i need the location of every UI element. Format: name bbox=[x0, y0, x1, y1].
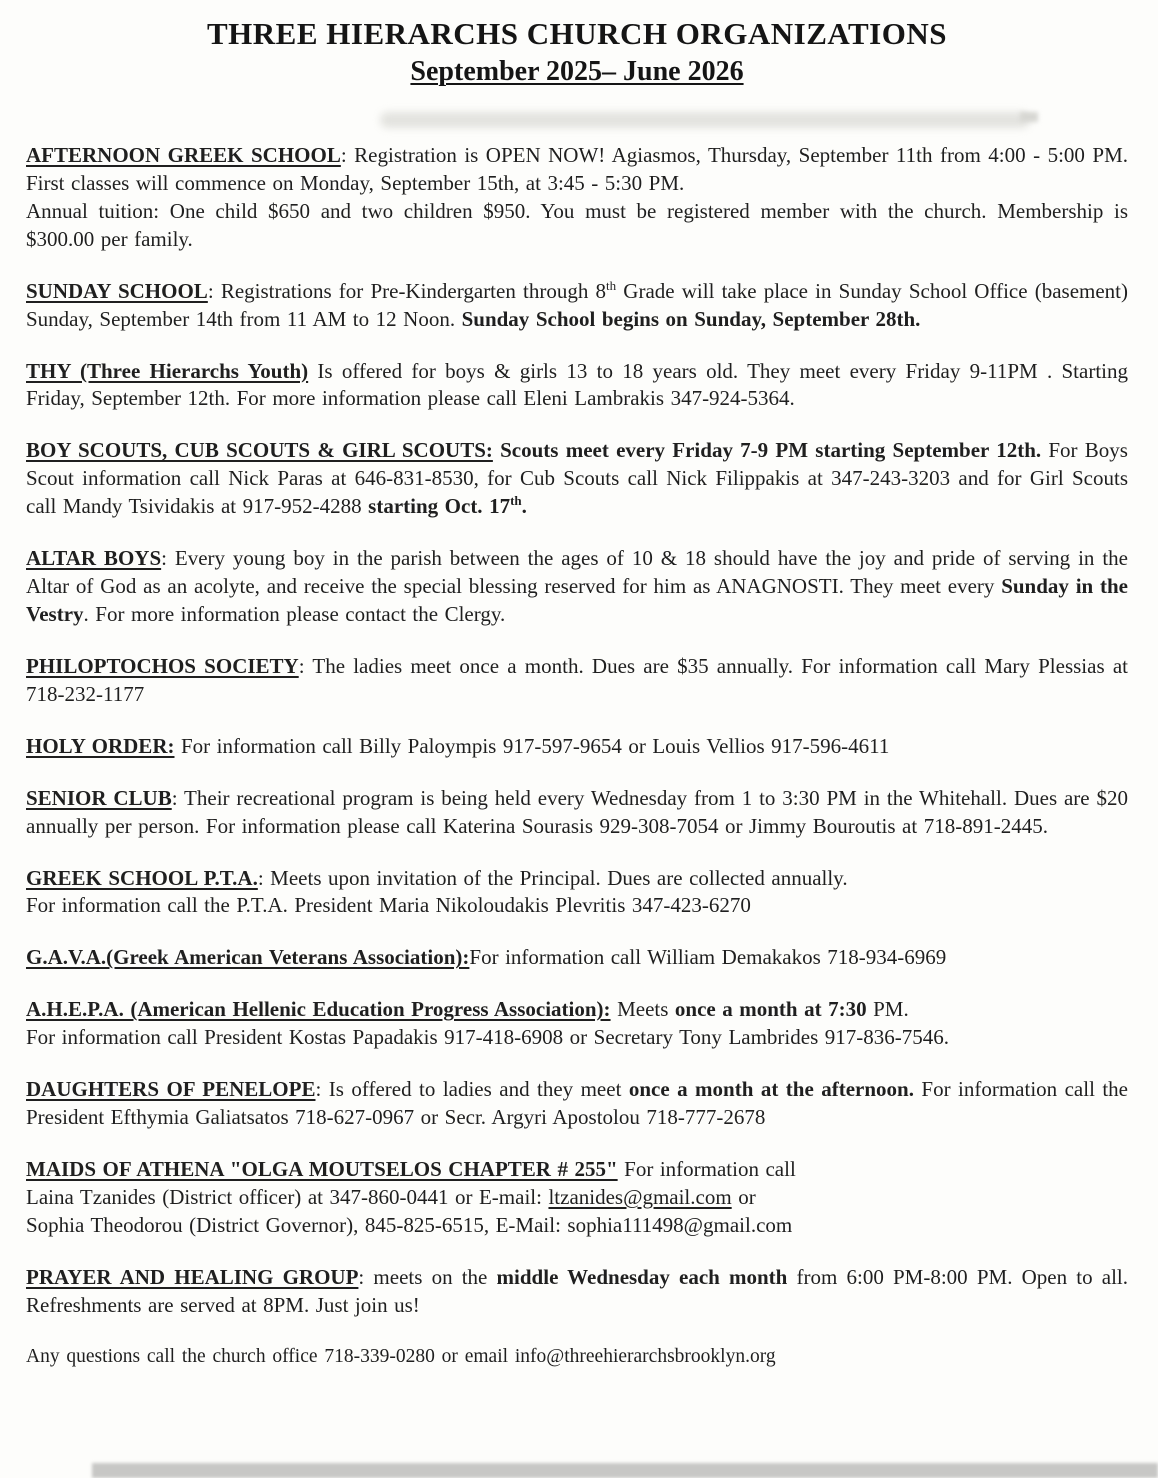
section-heading: A.H.E.P.A. (American Hellenic Education Progress Association): bbox=[26, 997, 611, 1022]
section-text: Annual tuition: One child $650 and two children $950. You must be registered member with the church. Membership is $300.00 per family. bbox=[26, 198, 1128, 251]
section-text: For information call William Demakakos 718-934-6969 bbox=[469, 945, 947, 970]
section-text: : Meets upon invitation of the Principal. Dues are collected annually. bbox=[257, 865, 848, 890]
section-heading: THY (Three Hierarchs Youth) bbox=[26, 358, 309, 383]
section-text: ltzanides@gmail.com bbox=[548, 1184, 732, 1209]
section-text: : The ladies meet once a month. Dues are $35 annually. For information call Mary Plessias at 718-232-1177 bbox=[26, 653, 1128, 706]
section-text: For information call Billy Paloympis 917-597-9654 or Louis Vellios 917-596-4611 bbox=[174, 733, 890, 758]
section-heading: SUNDAY SCHOOL bbox=[26, 278, 208, 303]
section-text: For information call bbox=[617, 1156, 796, 1181]
footer-contact-line: Any questions call the church office 718-339-0280 or email info@threehierarchsbrooklyn.org bbox=[26, 1345, 776, 1367]
section-text: middle Wednesday each month bbox=[496, 1264, 788, 1289]
section-maids-of-athena bbox=[26, 1156, 1128, 1240]
section-heading: PHILOPTOCHOS SOCIETY bbox=[26, 653, 299, 678]
section-heading: HOLY ORDER: bbox=[26, 733, 175, 758]
section-ahepa bbox=[26, 996, 1128, 1052]
scan-smudge-mark bbox=[1020, 112, 1038, 122]
section-text: starting Oct. 17 bbox=[368, 494, 511, 519]
section-text: : Every young boy in the parish between the ages of 10 & 18 should have the joy and pride of serving in the Altar of God as an acolyte, and receive the special blessing reserved for him as ANAGNOSTI. They meet every bbox=[26, 546, 1128, 599]
section-text: : Registrations for Pre-Kindergarten through 8 bbox=[207, 278, 606, 303]
section-thy-three-hierarchs-youth bbox=[26, 358, 1128, 414]
section-text: : meets on the bbox=[358, 1264, 497, 1289]
page-subtitle bbox=[26, 56, 1128, 88]
section-text: . For more information please contact the Clergy. bbox=[83, 601, 506, 626]
section-heading: G.A.V.A.(Greek American Veterans Association): bbox=[26, 945, 470, 970]
section-text: For information call the President Efthymia Galiatsatos 718-627-0967 or Secr. Argyri Apostolou 718-777-2678 bbox=[26, 1077, 1128, 1130]
section-heading: MAIDS OF ATHENA "OLGA MOUTSELOS CHAPTER # 255" bbox=[26, 1156, 618, 1181]
section-sunday-school bbox=[26, 278, 1128, 334]
section-gava bbox=[26, 944, 1128, 972]
section-text: once a month at the afternoon. bbox=[628, 1077, 914, 1102]
section-text: PM. bbox=[866, 997, 909, 1022]
section-heading: DAUGHTERS OF PENELOPE bbox=[26, 1077, 316, 1102]
scan-artifact-bar bbox=[92, 1463, 1158, 1478]
section-afternoon-greek-school bbox=[26, 142, 1128, 254]
section-daughters-of-penelope bbox=[26, 1076, 1128, 1132]
section-heading: ALTAR BOYS bbox=[26, 546, 162, 571]
sections-container bbox=[26, 142, 1128, 1320]
section-text: Laina Tzanides (District officer) at 347-860-0441 or E-mail: bbox=[26, 1184, 549, 1209]
section-text: Is offered for boys & girls 13 to 18 years old. They meet every Friday 9-11PM . Starting Friday, September 12th. For more information please call Eleni Lambrakis 347-924-5364. bbox=[26, 358, 1128, 411]
section-text: : Their recreational program is being held every Wednesday from 1 to 3:30 PM in the Whitehall. Dues are $20 annually per person. For information please call Katerina Sourasis 929-308-7054 or Jimmy Bouroutis at 718-891-2445. bbox=[26, 785, 1128, 838]
section-text: once a month at 7:30 bbox=[674, 997, 867, 1022]
section-text: For information call President Kostas Papadakis 917-418-6908 or Secretary Tony Lambrides 917-836-7546. bbox=[26, 1025, 949, 1050]
page-title: THREE HIERARCHS CHURCH ORGANIZATIONS bbox=[206, 16, 947, 51]
section-text: from 6:00 PM-8:00 PM. Open to all. Refreshments are served at 8PM. Just join us! bbox=[26, 1264, 1128, 1317]
section-text: Sunday in the Vestry bbox=[26, 574, 1128, 626]
section-heading: BOY SCOUTS, CUB SCOUTS & GIRL SCOUTS: bbox=[26, 438, 493, 463]
section-text: Sunday School begins on Sunday, September 28th. bbox=[461, 306, 921, 331]
section-text: Scouts meet every Friday 7-9 PM starting September 12th. bbox=[492, 438, 1042, 463]
section-altar-boys bbox=[26, 545, 1128, 629]
scan-smudge bbox=[380, 112, 1030, 128]
section-text: th bbox=[606, 277, 617, 293]
section-senior-club bbox=[26, 785, 1128, 841]
page-subtitle-text: September 2025– June 2026 bbox=[410, 56, 744, 87]
section-text: : Is offered to ladies and they meet bbox=[315, 1077, 629, 1102]
section-philoptochos-society bbox=[26, 653, 1128, 709]
section-greek-school-pta bbox=[26, 865, 1128, 921]
section-text: . bbox=[521, 494, 527, 519]
section-text: For information call the P.T.A. President Maria Nikoloudakis Plevritis 347-423-6270 bbox=[26, 893, 751, 918]
section-heading: AFTERNOON GREEK SCHOOL bbox=[26, 143, 341, 167]
section-heading: GREEK SCHOOL P.T.A. bbox=[26, 865, 258, 890]
section-text: or bbox=[731, 1184, 756, 1209]
section-scouts bbox=[26, 437, 1128, 521]
section-text: Sophia Theodorou (District Governor), 845-825-6515, E-Mail: sophia111498@gmail.com bbox=[26, 1212, 793, 1237]
section-prayer-and-healing-group bbox=[26, 1264, 1128, 1320]
section-text: Meets bbox=[610, 997, 675, 1022]
section-text: Grade will take place in Sunday School Office (basement) Sunday, September 14th from 11 AM to 12 Noon. bbox=[26, 278, 1129, 331]
section-heading: PRAYER AND HEALING GROUP bbox=[26, 1264, 359, 1289]
section-text: th bbox=[510, 493, 522, 509]
section-holy-order bbox=[26, 733, 1128, 761]
section-text: For Boys Scout information call Nick Paras at 646-831-8530, for Cub Scouts call Nick Filippakis at 347-243-3203 and for Girl Scouts call Mandy Tsividakis at 917-952-4288 bbox=[26, 438, 1128, 519]
section-heading: SENIOR CLUB bbox=[26, 785, 172, 810]
section-text: : Registration is OPEN NOW! Agiasmos, Thursday, September 11th from 4:00 - 5:00 PM. First classes will commence on Monday, September 15th, at 3:45 - 5:30 PM. bbox=[26, 143, 1128, 195]
